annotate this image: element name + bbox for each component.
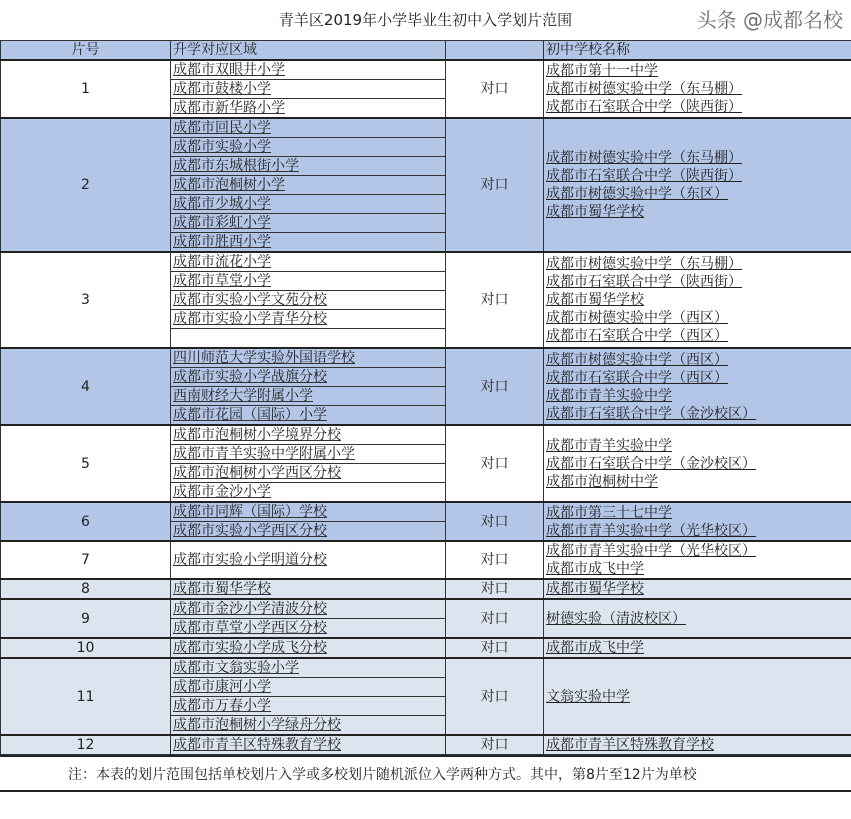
zone-number: 9 — [1, 599, 171, 638]
table-row — [1, 118, 851, 138]
table-row — [1, 502, 851, 522]
primary-school: 成都市回民小学 — [171, 118, 446, 138]
zoning-table — [0, 40, 851, 755]
match-type: 对口 — [446, 658, 544, 735]
middle-school: 成都市第三十七中学 — [546, 504, 672, 521]
primary-school: 成都市流花小学 — [171, 252, 446, 272]
match-type: 对口 — [446, 60, 544, 118]
middle-school: 成都市第十一中学 — [546, 63, 658, 79]
middle-school: 成都市石室联合中学（陕西街） — [546, 99, 742, 115]
primary-school: 成都市双眼井小学 — [171, 60, 446, 80]
middle-school: 成都市石室联合中学（陕西街） — [546, 274, 742, 290]
middle-school: 成都市树德实验中学（东马棚） — [546, 81, 742, 97]
primary-school: 成都市金沙小学清波分校 — [171, 599, 446, 619]
primary-school: 四川师范大学实验外国语学校 — [171, 348, 446, 368]
middle-school: 成都市石室联合中学（陕西街） — [546, 168, 742, 184]
primary-school: 成都市草堂小学西区分校 — [171, 619, 446, 639]
zone-number: 1 — [1, 60, 171, 118]
footnote: 注：本表的划片范围包括单校划片入学或多校划片随机派位入学两种方式。其中，第8片至12片为单校 — [0, 755, 851, 792]
middle-schools — [544, 658, 851, 735]
match-type: 对口 — [446, 638, 544, 658]
middle-school: 成都市石室联合中学（金沙校区） — [546, 405, 756, 422]
table-row — [1, 348, 851, 368]
table-row — [1, 579, 851, 599]
middle-schools — [544, 638, 851, 658]
table-row — [1, 252, 851, 272]
middle-school: 成都市树德实验中学（东马棚） — [546, 256, 742, 272]
primary-school: 成都市少城小学 — [171, 195, 446, 214]
primary-school: 成都市蜀华学校 — [171, 579, 446, 599]
zone-number: 8 — [1, 579, 171, 599]
middle-school: 成都市树德实验中学（东马棚） — [546, 150, 742, 166]
middle-school: 成都市蜀华学校 — [546, 292, 644, 308]
middle-school: 成都市蜀华学校 — [546, 581, 644, 597]
middle-school: 成都市青羊实验中学（光华校区） — [546, 543, 756, 559]
middle-school: 成都市石室联合中学（西区） — [546, 328, 728, 344]
primary-school: 成都市草堂小学 — [171, 272, 446, 291]
zone-number: 3 — [1, 252, 171, 348]
primary-school: 成都市康河小学 — [171, 678, 446, 697]
match-type: 对口 — [446, 599, 544, 638]
table-row — [1, 599, 851, 619]
middle-school: 成都市树德实验中学（东区） — [546, 186, 728, 202]
table-header-row — [1, 41, 851, 61]
middle-school: 成都市树德实验中学（西区） — [546, 310, 728, 326]
zone-number: 2 — [1, 118, 171, 252]
match-type: 对口 — [446, 502, 544, 541]
table-row — [1, 658, 851, 678]
primary-school: 成都市实验小学成飞分校 — [171, 638, 446, 658]
page-title: 青羊区2019年小学毕业生初中入学划片范围 — [278, 11, 573, 29]
middle-schools — [544, 541, 851, 579]
match-type: 对口 — [446, 579, 544, 599]
header-num: 片号 — [1, 41, 171, 61]
primary-school — [171, 329, 446, 349]
middle-school: 成都市成飞中学 — [546, 561, 644, 577]
primary-school: 成都市青羊实验中学附属小学 — [171, 445, 446, 464]
zone-number: 7 — [1, 541, 171, 579]
primary-school: 成都市文翁实验小学 — [171, 658, 446, 678]
middle-schools — [544, 60, 851, 118]
middle-school: 成都市蜀华学校 — [546, 204, 644, 220]
primary-school: 成都市实验小学文苑分校 — [171, 291, 446, 310]
primary-school: 成都市万春小学 — [171, 697, 446, 716]
middle-schools — [544, 348, 851, 425]
middle-school: 成都市青羊实验中学 — [546, 387, 672, 404]
middle-schools — [544, 252, 851, 348]
match-type: 对口 — [446, 735, 544, 755]
zone-number: 5 — [1, 425, 171, 502]
match-type: 对口 — [446, 348, 544, 425]
primary-school: 成都市彩虹小学 — [171, 214, 446, 233]
middle-school: 成都市树德实验中学（西区） — [546, 351, 728, 368]
primary-school: 成都市泡桐树小学绿舟分校 — [171, 716, 446, 736]
middle-schools — [544, 425, 851, 502]
primary-school: 成都市鼓楼小学 — [171, 80, 446, 99]
header-match — [446, 41, 544, 61]
watermark: 头条 @成都名校 — [696, 8, 843, 32]
middle-schools — [544, 735, 851, 755]
zone-number: 10 — [1, 638, 171, 658]
primary-school: 成都市泡桐树小学境界分校 — [171, 425, 446, 445]
match-type: 对口 — [446, 252, 544, 348]
primary-school: 西南财经大学附属小学 — [171, 387, 446, 406]
table-row — [1, 425, 851, 445]
zone-number: 6 — [1, 502, 171, 541]
middle-school: 成都市石室联合中学（金沙校区） — [546, 455, 756, 472]
middle-schools — [544, 579, 851, 599]
primary-school: 成都市实验小学西区分校 — [171, 522, 446, 542]
primary-school: 成都市实验小学 — [171, 138, 446, 157]
primary-school: 成都市泡桐树小学西区分校 — [171, 464, 446, 483]
primary-school: 成都市同辉（国际）学校 — [171, 502, 446, 522]
primary-school: 成都市泡桐树小学 — [171, 176, 446, 195]
header-middle: 初中学校名称 — [544, 41, 851, 61]
middle-schools — [544, 599, 851, 638]
middle-schools — [544, 502, 851, 541]
header-area: 升学对应区域 — [171, 41, 446, 61]
table-row — [1, 60, 851, 80]
middle-school: 成都市青羊区特殊教育学校 — [546, 737, 714, 753]
table-row — [1, 735, 851, 755]
primary-school: 成都市花园（国际）小学 — [171, 406, 446, 426]
primary-school: 成都市实验小学明道分校 — [171, 541, 446, 579]
table-row — [1, 638, 851, 658]
zone-number: 11 — [1, 658, 171, 735]
middle-school: 成都市青羊实验中学（光华校区） — [546, 522, 756, 539]
match-type: 对口 — [446, 118, 544, 252]
zone-number: 12 — [1, 735, 171, 755]
middle-school: 成都市泡桐树中学 — [546, 473, 658, 490]
middle-school: 成都市石室联合中学（西区） — [546, 369, 728, 386]
primary-school: 成都市金沙小学 — [171, 483, 446, 503]
middle-school: 成都市青羊实验中学 — [546, 437, 672, 454]
primary-school: 成都市新华路小学 — [171, 99, 446, 119]
middle-school: 文翁实验中学 — [546, 688, 630, 705]
middle-school: 树德实验（清波校区） — [546, 610, 686, 627]
primary-school: 成都市实验小学青华分校 — [171, 310, 446, 329]
primary-school: 成都市胜西小学 — [171, 233, 446, 253]
match-type: 对口 — [446, 541, 544, 579]
primary-school: 成都市实验小学战旗分校 — [171, 368, 446, 387]
match-type: 对口 — [446, 425, 544, 502]
middle-schools — [544, 118, 851, 252]
primary-school: 成都市东城根街小学 — [171, 157, 446, 176]
zone-number: 4 — [1, 348, 171, 425]
primary-school: 成都市青羊区特殊教育学校 — [171, 735, 446, 755]
middle-school: 成都市成飞中学 — [546, 640, 644, 656]
